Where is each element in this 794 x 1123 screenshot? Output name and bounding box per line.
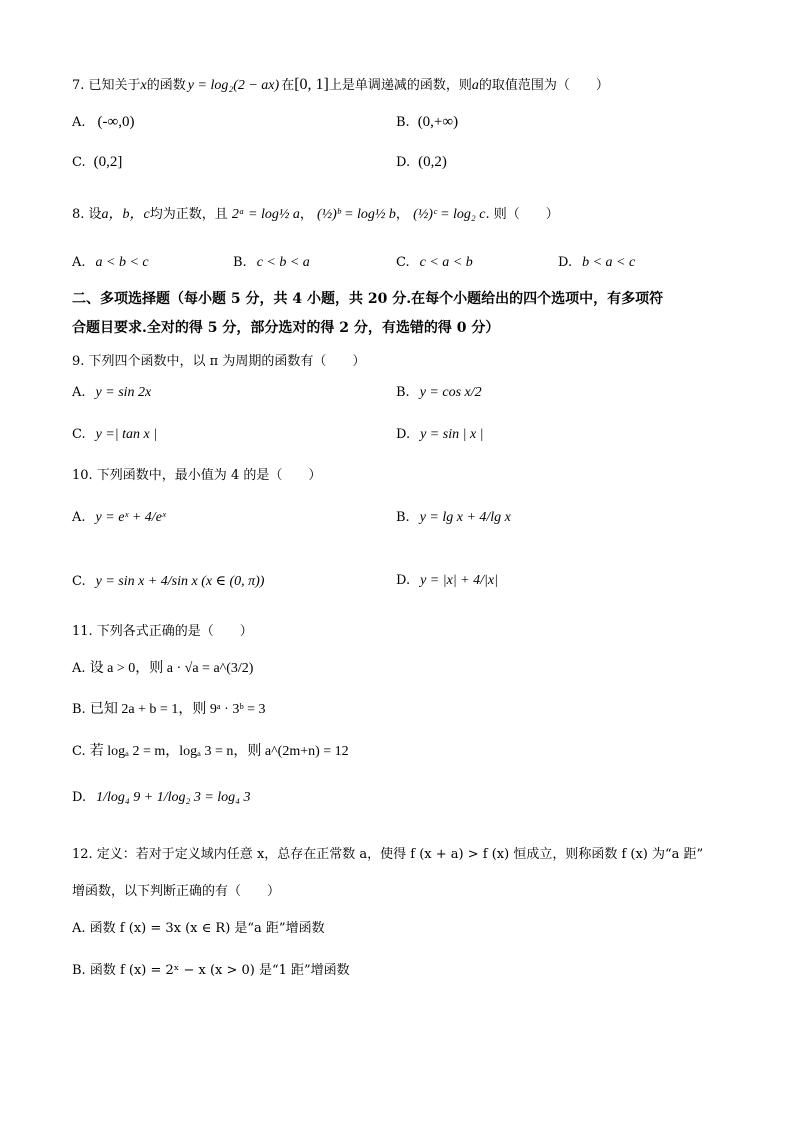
q11-option-d: D. 1/log₄ 9 + 1/log₂ 3 = log₄ 3 (72, 790, 251, 805)
q7-stem: 7. 已知关于x的函数 y = log₂(2 − ax) 在[0, 1]上是单调递减的函数，则a的取值范围为（ ） (72, 76, 609, 93)
q10-option-b: B. y = lg x + 4/lg x (396, 510, 511, 525)
q11-option-c: C. 若 logₐ 2 = m，logₐ 3 = n，则 a^(2m+n) = 12 (72, 744, 349, 759)
q8-eq1: 2ᵃ = log½ a (231, 207, 300, 222)
q11-stem: 11. 下列各式正确的是（ ） (72, 624, 253, 639)
q8-option-c: C. c < a < b (396, 255, 473, 270)
q8-eq2: (½)ᵇ = log½ b (316, 207, 396, 222)
q11-option-b: B. 已知 2a + b = 1，则 9ᵃ · 3ᵇ = 3 (72, 702, 266, 717)
q8-option-d: D. b < a < c (558, 255, 636, 270)
q7-option-d: D. (0,2) (396, 154, 447, 170)
q9-option-b: B. y = cos x/2 (396, 385, 482, 400)
q7-option-a: A. (-∞,0) (72, 114, 135, 130)
section-2-heading: 二、多项选择题（每小题 5 分，共 4 小题，共 20 分.在每个小题给出的四个选项中，有多项符 (72, 291, 664, 307)
q8-stem: 8. 设a，b，c均为正数，且 2ᵃ = log½ a， (½)ᵇ = log½ b， (½)ᶜ = log₂ c. 则（ ） (72, 207, 559, 222)
q9-option-c: C. y =| tan x | (72, 427, 158, 442)
q10-option-c: C. y = sin x + 4/sin x (x ∈ (0, π)) (72, 574, 265, 589)
q9-option-a: A. y = sin 2x (72, 385, 152, 400)
q12-stem-line1: 12. 定义：若对于定义域内任意 x，总存在正常数 a，使得 f (x + a) > f (x) 恒成立，则称函数 f (x) 为“a 距” (72, 847, 704, 862)
q7-option-c: C. (0,2] (72, 154, 123, 170)
q7-option-b: B. (0,+∞) (396, 114, 459, 130)
q12-option-b: B. 函数 f (x) = 2ˣ − x (x > 0) 是“1 距”增函数 (72, 963, 350, 978)
q9-stem: 9. 下列四个函数中，以 π 为周期的函数有（ ） (72, 354, 366, 369)
q8-eq3: (½)ᶜ = log₂ c (413, 207, 486, 222)
q8-option-b: B. c < b < a (233, 255, 310, 270)
q8-option-a: A. a < b < c (72, 255, 149, 270)
section-2-heading-cont: 合题目要求.全对的得 5 分，部分选对的得 2 分，有选错的得 0 分） (72, 320, 500, 336)
q10-stem: 10. 下列函数中，最小值为 4 的是（ ） (72, 468, 322, 483)
q10-option-a: A. y = eˣ + 4/eˣ (72, 510, 166, 525)
q12-option-a: A. 函数 f (x) = 3x (x ∈ R) 是“a 距”增函数 (72, 921, 325, 936)
q11-option-a: A. 设 a > 0，则 a · √a = a^(3/2) (72, 661, 254, 676)
q12-stem-line2: 增函数，以下判断正确的有（ ） (72, 884, 281, 899)
q10-option-d: D. y = |x| + 4/|x| (396, 573, 498, 588)
q9-option-d: D. y = sin | x | (396, 427, 484, 442)
